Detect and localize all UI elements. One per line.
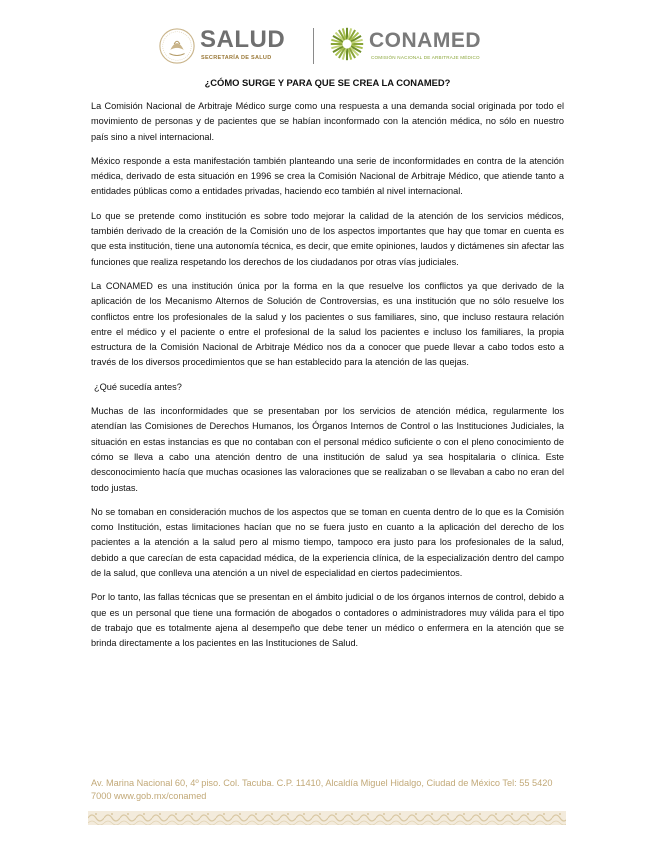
document-title: ¿CÓMO SURGE Y PARA QUE SE CREA LA CONAMED? [204,77,451,88]
subheading: ¿Qué sucedía antes? [94,381,182,392]
paragraph: Lo que se pretende como institución es sobre todo mejorar la calidad de la atención de los servicios médicos, también derivado de la creación de la Comisión uno de los aspectos importantes que hay que tomar en cuenta es que esta institución, tiene una autonomía técnica, es decir, que emite opiniones, laudos y dictámenes sin afectar las funciones que realiza respetando los derechos de los ciudadanos por otras vías judiciales. [91,210,564,267]
footer-address: Av. Marina Nacional 60, 4º piso. Col. Tacuba. C.P. 11410, Alcaldía Miguel Hidalgo, Ciudad de México Tel: 55 5420 7000 www.gob.mx/conamed [91,778,553,801]
conamed-logo-text: CONAMED [369,29,481,52]
paragraph: La Comisión Nacional de Arbitraje Médico surge como una respuesta a una demanda social originada por todo el movimiento de personas y de pacientes que se habían inconformado con la atención médica, no sólo en nuestro país sino a nivel internacional. [91,101,564,142]
logo-divider [313,28,314,64]
conamed-starburst-icon [329,26,365,62]
mexico-coat-of-arms-icon [158,27,196,65]
salud-logo-text: SALUD [200,26,286,53]
paragraph: No se tomaban en consideración muchos de los aspectos que se toman en cuenta dentro de lo que es la Comisión como Institución, estas limitaciones hacían que no se fuera justo en cuanto a la aplicación del derecho de los pacientes a la atención a la salud pero al mismo tiempo, tampoco era justo para los profesionales de la salud, debido a que carecían de esta capacidad médica, de la experiencia clínica, de la especialización dentro del campo de la salud, que conlleva una atención a un nivel de especialidad en ciertos padecimientos. [91,506,564,579]
salud-subtitle: SECRETARÍA DE SALUD [201,55,272,61]
decorative-pattern-band [88,811,566,825]
paragraph: México responde a esta manifestación también planteando una serie de inconformidades en contra de la atención médica, derivado de esta situación en 1996 se crea la Comisión Nacional de Arbitraje Médico, que atiende tanto a entidades públicas como a entidades privadas, haciendo eco también al nivel internacional. [91,155,564,197]
conamed-subtitle: COMISIÓN NACIONAL DE ARBITRAJE MÉDICO [371,55,480,60]
paragraph: Muchas de las inconformidades que se presentaban por los servicios de atención médica, regularmente los atendían las Comisiones de Derechos Humanos, los Órganos Internos de Control o las Instituciones Judiciales, la situación en estas instancias es que no contaban con el personal médico suficiente o con el pleno conocimiento de cómo se lleva a cabo una atención dentro de una institución de salud ya sea hospitalaria o clínica. Este desconocimiento hacía que muchas ocasiones las valoraciones que se realizaban o se llevaban a cabo no eran del todo justas. [91,406,564,493]
page-header [0,22,655,74]
paragraph: La CONAMED es una institución única por la forma en la que resuelve los conflictos ya que derivado de la aplicación de los Mecanismo Alternos de Solución de Controversias, es una institución que no sólo resuelve los conflictos entre los profesionales de la salud y los pacientes o sus familiares, sino, que incluso restaura relación entre el médico y el paciente o entre el profesional de la salud los pacientes e incluso los familiares, la propia estructura de la Comisión Nacional de Arbitraje Médico nos da a conocer que puede llevar a cabo todos esto a través de los diversos procedimientos que se han establecido para la atención de las quejas. [91,280,564,368]
paragraph: Por lo tanto, las fallas técnicas que se presentan en el ámbito judicial o de los órganos internos de control, debido a que es un personal que tiene una formación de abogados o contadores o administradores muy válida para el tipo de trabajo que es totalmente ajena al desempeño que debe tener un médico o enfermera en la atención que se brinda directamente a los pacientes en las Instituciones de Salud. [91,592,564,649]
document-body [91,99,564,661]
